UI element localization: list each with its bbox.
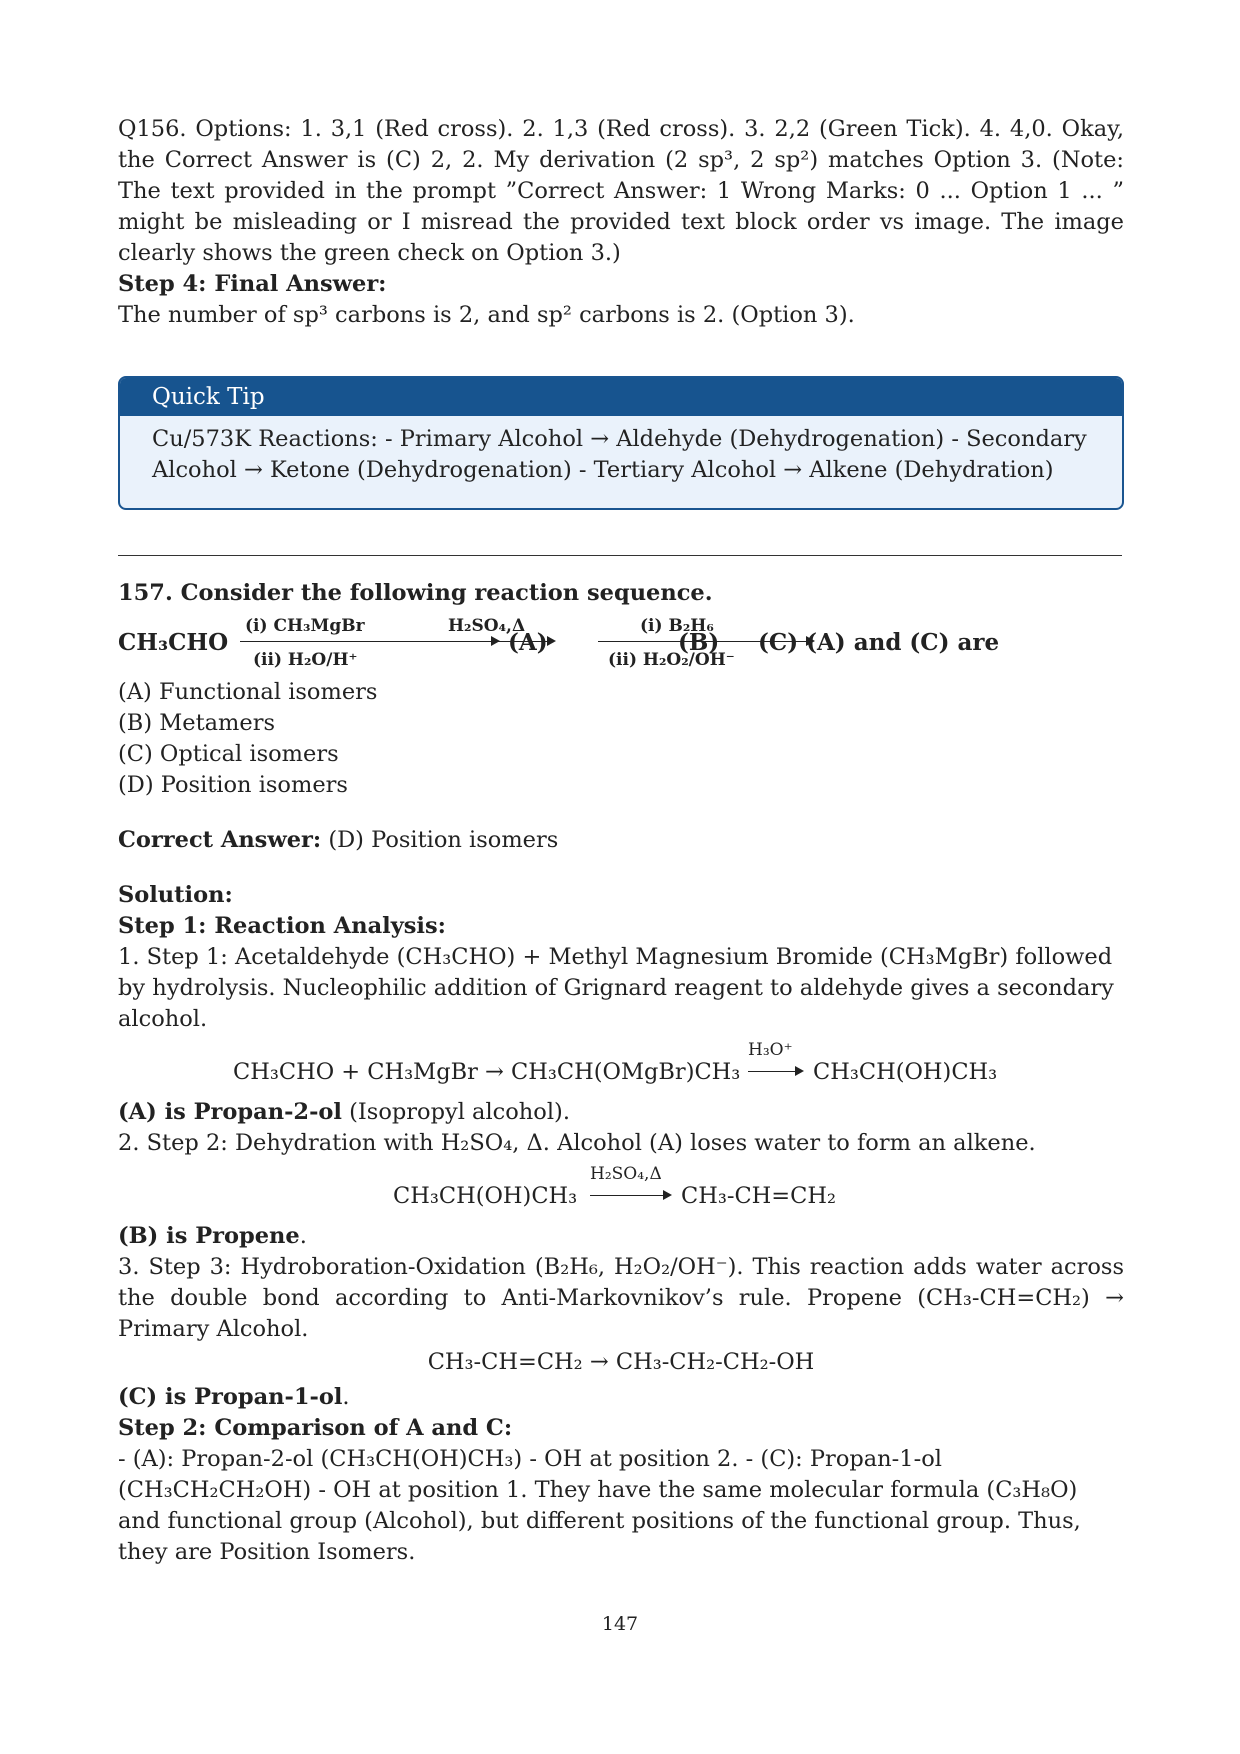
reagent-3-bottom: (ii) H₂O₂/OH⁻ [608,650,735,670]
step1-text: 1. Step 1: Acetaldehyde (CH₃CHO) + Methyl Magnesium Bromide (CH₃MgBr) followed by hydrolysis. Nucleophilic addition of Grignard reagent to aldehyde gives a secondary alcohol. [118,944,1114,1032]
equation-1-reagent: H₃O⁺ [748,1040,793,1060]
step2-text: 2. Step 2: Dehydration with H₂SO₄, Δ. Alcohol (A) loses water to form an alkene. [118,1130,1036,1156]
reaction-tail: (C) (A) and (C) are [758,629,1000,656]
equation-1-left: CH₃CHO + CH₃MgBr → CH₃CH(OMgBr)CH₃ [233,1059,741,1085]
equation-1-arrow [748,1071,802,1072]
c-identity: (C) is Propan-1-ol. [118,1384,350,1410]
equation-1 [118,1035,1124,1093]
reagent-1-top: (i) CH₃MgBr [245,616,365,636]
equation-1-right: CH₃CH(OH)CH₃ [813,1059,998,1085]
b-identity: (B) is Propene. [118,1223,307,1249]
q156-paragraph: Q156. Options: 1. 3,1 (Red cross). 2. 1,3 (Red cross). 3. 2,2 (Green Tick). 4. 4,0. Okay, the Correct Answer is (C) 2, 2. My derivation (2 sp³, 2 sp²) matches Option 3. (Note: The text provided in the prompt ”Correct Answer: 1 Wrong Marks: 0 ... Option 1 ... ” might be misleading or I misread the provided text block order vs image. The image clearly shows the green check on Option 3.) [118,116,1124,266]
product-b: (B) [678,629,720,656]
product-a: (A) [508,629,548,656]
equation-2-arrow [590,1195,670,1196]
option-b: (B) Metamers [118,710,276,736]
quick-tip-title: Quick Tip [120,378,1122,416]
step3-text: 3. Step 3: Hydroboration-Oxidation (B₂H₆, H₂O₂/OH⁻). This reaction adds water across the double bond according to Anti-Markovnikov’s rule. Propene (CH₃-CH=CH₂) → Primary Alcohol. [118,1254,1124,1342]
page-number: 147 [601,1613,639,1635]
solution-heading: Solution: [118,882,233,908]
option-a: (A) Functional isomers [118,679,378,705]
comparison-text: - (A): Propan-2-ol (CH₃CH(OH)CH₃) - OH at position 2. - (C): Propan-1-ol (CH₃CH₂CH₂OH) - OH at position 1. They have the same molecular formula (C₃H₈O) and functional group (Alcohol), but different positions of the functional group. Thus, they are Position Isomers. [118,1446,1081,1565]
arrow-2 [444,641,554,642]
reagent-1-bottom: (ii) H₂O/H⁺ [253,650,358,670]
reactant: CH₃CHO [118,629,229,656]
step1-heading: Step 1: Reaction Analysis: [118,913,446,939]
top-section [118,114,1124,331]
reaction-sequence [118,611,1124,677]
comparison-heading: Step 2: Comparison of A and C: [118,1415,513,1441]
step4-text: The number of sp³ carbons is 2, and sp² carbons is 2. (Option 3). [118,302,855,328]
option-c: (C) Optical isomers [118,741,339,767]
section-divider [118,555,1122,556]
equation-2-left: CH₃CH(OH)CH₃ [393,1183,578,1209]
option-d: (D) Position isomers [118,772,348,798]
equation-2-right: CH₃-CH=CH₂ [681,1183,837,1209]
question-heading: 157. Consider the following reaction sequence. [118,580,713,606]
step4-heading: Step 4: Final Answer: [118,271,387,297]
quick-tip-body: Cu/573K Reactions: - Primary Alcohol → Aldehyde (Dehydrogenation) - Secondary Alcohol → Ketone (Dehydrogenation) - Tertiary Alcohol → Alkene (Dehydration) [152,426,1087,483]
a-identity: (A) is Propan-2-ol (Isopropyl alcohol). [118,1099,570,1125]
equation-2 [118,1159,1124,1217]
reagent-3-top: (i) B₂H₆ [640,616,714,636]
reagent-2-top: H₂SO₄,Δ [448,616,526,636]
correct-answer: Correct Answer: (D) Position isomers [118,827,559,853]
equation-3: CH₃-CH=CH₂ → CH₃-CH₂-CH₂-OH [427,1349,815,1375]
quick-tip-box [118,376,1124,510]
equation-2-reagent: H₂SO₄,Δ [590,1164,662,1184]
question-157 [118,578,1124,1568]
